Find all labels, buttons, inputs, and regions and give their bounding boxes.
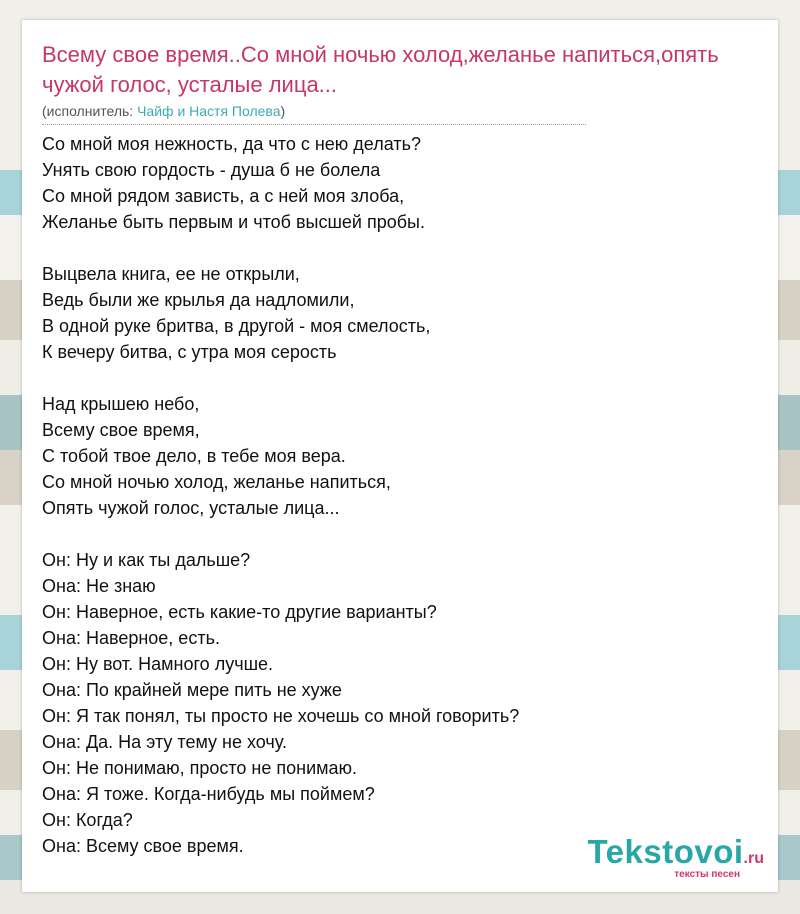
lyric-line: Она: Не знаю bbox=[42, 576, 156, 596]
lyric-line: В одной руке бритва, в другой - моя смелость, bbox=[42, 316, 431, 336]
site-logo[interactable] bbox=[587, 835, 764, 880]
logo-tld: .ru bbox=[743, 850, 764, 867]
performer-suffix: ) bbox=[280, 103, 286, 119]
lyric-line: Желанье быть первым и чтоб высшей пробы. bbox=[42, 212, 425, 232]
lyric-line: Она: Я тоже. Когда-нибудь мы поймем? bbox=[42, 784, 375, 804]
performer-line bbox=[42, 103, 285, 119]
lyrics-body bbox=[42, 131, 762, 885]
lyric-line: Он: Не понимаю, просто не понимаю. bbox=[42, 758, 358, 778]
lyric-line: Он: Ну и как ты дальше? bbox=[42, 550, 251, 570]
lyric-line: Над крышею небо, bbox=[42, 394, 200, 414]
lyric-line: К вечеру битва, с утра моя серость bbox=[42, 342, 337, 362]
lyric-line: Он: Ну вот. Намного лучше. bbox=[42, 654, 274, 674]
lyric-line: С тобой твое дело, в тебе моя вера. bbox=[42, 446, 346, 466]
lyric-line: Она: Да. На эту тему не хочу. bbox=[42, 732, 287, 752]
lyric-line: Она: Всему свое время. bbox=[42, 836, 244, 856]
lyric-line: Ведь были же крылья да надломили, bbox=[42, 290, 355, 310]
lyric-line: Он: Когда? bbox=[42, 810, 133, 830]
lyric-line: Выцвела книга, ее не открыли, bbox=[42, 264, 300, 284]
lyric-line: Она: Наверное, есть. bbox=[42, 628, 220, 648]
lyric-line: Опять чужой голос, усталые лица... bbox=[42, 498, 340, 518]
lyric-line: Он: Наверное, есть какие-то другие варианты? bbox=[42, 602, 437, 622]
lyric-line: Со мной ночью холод, желанье напиться, bbox=[42, 472, 391, 492]
lyric-line: Он: Я так понял, ты просто не хочешь со мной говорить? bbox=[42, 706, 520, 726]
divider bbox=[42, 124, 586, 125]
logo-tagline: тексты песен bbox=[674, 869, 740, 880]
lyrics-stanza bbox=[42, 391, 762, 521]
lyrics-stanza bbox=[42, 261, 762, 365]
lyric-line: Со мной рядом зависть, а с ней моя злоба, bbox=[42, 186, 405, 206]
lyrics-card bbox=[22, 20, 778, 892]
lyric-line: Всему свое время, bbox=[42, 420, 200, 440]
song-title: Всему свое время..Со мной ночью холод,желанье напиться,опять чужой голос, усталые лица... bbox=[42, 42, 719, 97]
performer-prefix: (исполнитель: bbox=[42, 103, 138, 119]
lyrics-stanza bbox=[42, 547, 762, 859]
lyric-line: Она: По крайней мере пить не хуже bbox=[42, 680, 342, 700]
lyrics-stanza bbox=[42, 131, 762, 235]
lyric-line: Унять свою гордость - душа б не болела bbox=[42, 160, 381, 180]
lyric-line: Со мной моя нежность, да что с нею делать? bbox=[42, 134, 421, 154]
artist-link[interactable]: Чайф и Настя Полева bbox=[137, 103, 281, 119]
logo-name: Tekstovoi bbox=[587, 833, 744, 870]
